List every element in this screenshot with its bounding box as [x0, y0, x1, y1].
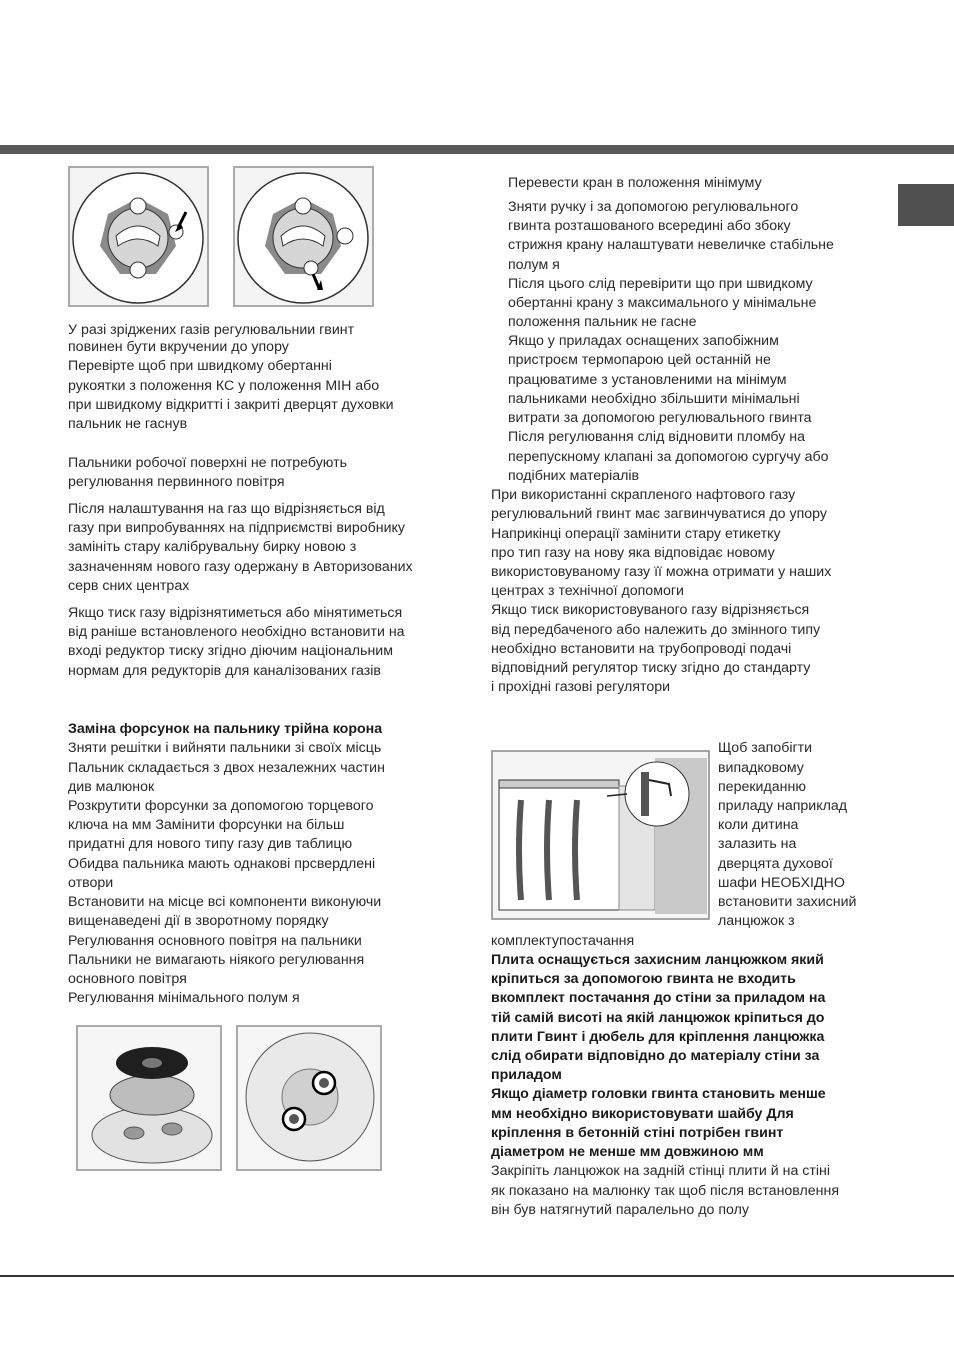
bold-line: кріплення в бетонній стіні потрібен гвинт — [491, 1125, 784, 1141]
bold-line: вкомплект постачання до стіни за приладом на — [491, 990, 826, 1006]
text-line: він був натягнутий паралельно до полу — [491, 1202, 749, 1218]
chain-figure — [491, 750, 710, 920]
text-line: коли дитина — [718, 817, 799, 833]
text-line: і прохідні газові регулятори — [491, 679, 671, 695]
text-line: Якщо тиск використовуваного газу відрізняється — [491, 602, 810, 618]
text-line: полум я — [508, 257, 560, 273]
bold-line: діаметром не менше мм довжиною мм — [491, 1144, 764, 1160]
text-line: рукоятки з положення КС у положення МІН або — [68, 378, 380, 394]
text-line: регулювальний гвинт має загвинчуватися до упору — [491, 506, 828, 522]
text-line: Якщо тиск газу відрізнятиметься або мінятиметься — [68, 605, 403, 621]
text-line: залазить на — [718, 836, 797, 852]
text-line: про тип газу на нову яка відповідає новому — [491, 545, 775, 561]
text-line: Пальники не вимагають ніякого регулювання — [68, 952, 365, 968]
text-line: пальник не гаснув — [68, 416, 188, 432]
text-line: При використанні скрапленого нафтового газу — [491, 487, 796, 503]
text-line: гвинта розташованого всередині або збоку — [508, 218, 791, 234]
text-line: відповідний регулятор тиску згідно до стандарту — [491, 660, 811, 676]
text-line: обертанні крану з максимального у мінімальне — [508, 295, 817, 311]
text-line: центрах з технічної допомоги — [491, 583, 684, 599]
text-line: серв сних центрах — [68, 578, 190, 594]
text-line: придатні для нового типу газу див таблицю — [68, 836, 353, 852]
text-line: див малюнок — [68, 779, 155, 795]
text-line: необхідно встановити на трубопроводі подачі — [491, 641, 792, 657]
bold-line: Якщо діаметр головки гвинта становить менше — [491, 1086, 826, 1102]
text-line: стрижня крану налаштувати невеличке стабільне — [508, 237, 834, 253]
text-line: комплектупостачання — [491, 933, 635, 949]
text-line: Щоб запобігти — [718, 740, 813, 756]
bold-line: мм необхідно використовувати шайбу Для — [491, 1106, 794, 1122]
text-line: повинен бути вкручении до упору — [68, 339, 289, 355]
text-line: ланцюжок з — [718, 913, 795, 929]
text-line: Наприкінці операції замінити стару етикетку — [491, 526, 781, 542]
text-line: основного повітря — [68, 971, 187, 987]
text-line: Перевірте щоб при швидкому обертанні — [68, 358, 332, 374]
text-line: замініть стару калібрувальну бирку новою з — [68, 539, 357, 555]
text-line: газу при випробуваннях на підприємстві виробнику — [68, 520, 405, 536]
tap-figure-2 — [233, 166, 374, 307]
text-line: Зняти решітки і вийняти пальники зі своїх місць — [68, 740, 382, 756]
text-line: використовуваному газу її можна отримати у наших — [491, 564, 832, 580]
burner-parts-figure — [76, 1025, 222, 1171]
injector-figure — [236, 1025, 382, 1171]
text-line: дверцята духової — [718, 856, 833, 872]
tap-figure-1 — [68, 166, 209, 307]
text-line: Розкрутити форсунки за допомогою торцевого — [68, 798, 374, 814]
text-line: зазначенням нового газу одержану в Авторизованих — [68, 559, 413, 575]
text-line: Обидва пальника мають однакові прсвердлені — [68, 856, 376, 872]
bold-line: приладом — [491, 1067, 562, 1083]
section-heading: Заміна форсунок на пальнику трійна корона — [68, 721, 383, 737]
text-line: від передбаченого або належить до змінного типу — [491, 622, 821, 638]
text-line: приладу наприклад — [718, 798, 848, 814]
bold-line: слід обирати відповідно до матеріалу стіни за — [491, 1048, 820, 1064]
text-line: Перевести кран в положення мінімуму — [508, 175, 762, 191]
text-line: У разі зріджених газів регулювальнии гвинт — [68, 322, 355, 338]
bold-line: кріпиться за допомогою гвинта не входить — [491, 971, 796, 987]
text-line: Закріпіть ланцюжок на задній стінці плити й на стіні — [491, 1163, 831, 1179]
text-line: ключа на мм Замінити форсунки на більш — [68, 817, 345, 833]
text-line: Якщо у приладах оснащених запобіжним — [508, 333, 779, 349]
text-line: пальниками необхідно збільшити мінімальні — [508, 391, 800, 407]
text-line: Встановити на місце всі компоненти виконуючи — [68, 894, 382, 910]
text-line: вході редуктор тиску згідно діючим національним — [68, 643, 393, 659]
text-line: встановити захисний — [718, 894, 857, 910]
text-line: при швидкому відкритті і закриті дверцят духовки — [68, 397, 394, 413]
text-line: перепускному клапані за допомогою сургучу або — [508, 449, 829, 465]
language-tab — [898, 184, 954, 226]
text-line: положення пальник не гасне — [508, 314, 697, 330]
text-line: витрати за допомогою регулювального гвинта — [508, 410, 812, 426]
text-line: Пальник складається з двох незалежних частин — [68, 760, 385, 776]
text-line: нормам для редукторів для каналізованих газів — [68, 663, 381, 679]
text-line: Після регулювання слід відновити пломбу на — [508, 429, 806, 445]
bold-line: тій самій висоті на якій ланцюжок кріпиться до — [491, 1010, 825, 1026]
text-line: отвори — [68, 875, 114, 891]
text-line: пристроєм термопарою цей останній не — [508, 352, 771, 368]
text-line: Регулювання основного повітря на пальники — [68, 933, 362, 949]
text-line: як показано на малюнку так щоб після встановлення — [491, 1183, 840, 1199]
text-line: регулювання первинного повітря — [68, 474, 285, 490]
bold-line: плити Гвинт і дюбель для кріплення ланцюжка — [491, 1029, 825, 1045]
text-line: Зняти ручку і за допомогою регулювального — [508, 199, 799, 215]
text-line: Після цього слід перевірити що при швидкому — [508, 276, 813, 292]
text-line: Пальники робочої поверхні не потребують — [68, 455, 348, 471]
text-line: Після налаштування на газ що відрізняється від — [68, 501, 385, 517]
text-line: випадковому — [718, 760, 804, 776]
bold-line: Плита оснащується захисним ланцюжком який — [491, 952, 824, 968]
footer-rule — [0, 1275, 954, 1277]
text-line: працюватиме з установленими на мінімум — [508, 372, 787, 388]
text-line: перекиданню — [718, 779, 806, 795]
text-line: від раніше встановленого необхідно встановити на — [68, 624, 405, 640]
header-bar — [0, 145, 954, 154]
text-line: подібних матеріалів — [508, 468, 640, 484]
text-line: шафи НЕОБХІДНО — [718, 875, 845, 891]
text-line: Регулювання мінімального полум я — [68, 990, 300, 1006]
text-line: вищенаведені дії в зворотному порядку — [68, 913, 329, 929]
